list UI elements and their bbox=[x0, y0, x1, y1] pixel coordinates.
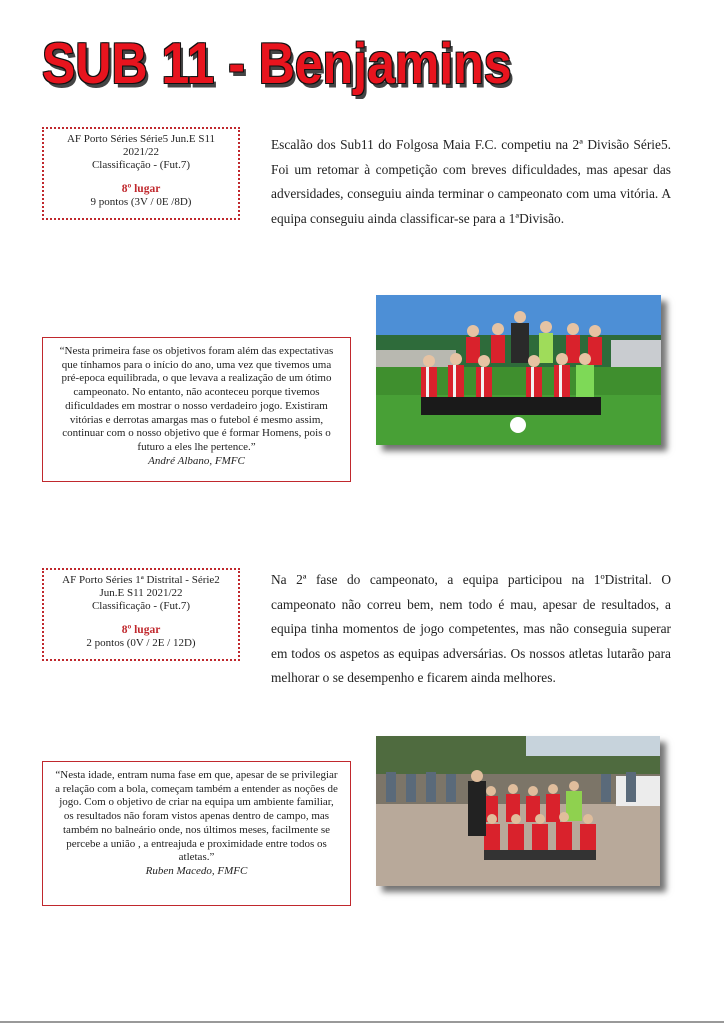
points-record: 2 pontos (0V / 2E / 12D) bbox=[86, 637, 196, 649]
quote-author: André Albano, FMFC bbox=[148, 454, 245, 467]
page-title: SUB 11 - Benjamins bbox=[42, 31, 512, 96]
quote-author: Ruben Macedo, FMFC bbox=[145, 864, 248, 877]
league-place: 8º lugar bbox=[121, 183, 161, 195]
points-record: 9 pontos (3V / 0E /8D) bbox=[90, 196, 192, 208]
league-place: 8º lugar bbox=[121, 624, 161, 636]
team-photo-1 bbox=[376, 295, 661, 445]
classification-label: Classificação - (Fut.7) bbox=[91, 600, 191, 612]
classification-box-1 bbox=[42, 127, 240, 220]
coach-quote-2 bbox=[42, 761, 351, 906]
competition-name: AF Porto Séries Série5 Jun.E S11 2021/22 bbox=[66, 133, 216, 158]
classification-label: Classificação - (Fut.7) bbox=[91, 159, 191, 171]
coach-quote-1 bbox=[42, 337, 351, 482]
quote-text: “Nesta primeira fase os objetivos foram além das expectativas que tínhamos para o início do ano, uma vez que tivemos uma pré-epoca equilibrada, o que levava a realização de um ótimo campeonato. No entanto, não aconteceu porque tivemos dificuldades em mostrar o nosso verdadeiro jogo. Existiram vitórias e derrotas amargas mas o futebol é mesmo assim, continuar com o nosso objetivo que é formar Homens, pois o futuro a eles lhe pertence.” bbox=[59, 345, 334, 453]
classification-box-2 bbox=[42, 568, 240, 661]
competition-name: AF Porto Séries 1ª Distrital - Série2 Jun.E S11 2021/22 bbox=[62, 574, 220, 599]
quote-text: “Nesta idade, entram numa fase em que, apesar de se privilegiar a relação com a bola, começam também a entender as noções de jogo. Com o objetivo de criar na equipa um ambiente familiar, os resultados não foram vistos apenas dentro de campo, mas também no balneário onde, nos últimos meses, facilmente se percebe a união , a entreajuda e proximidade entre todos os atletas.” bbox=[55, 769, 338, 864]
footer-divider bbox=[0, 1021, 724, 1023]
team-photo-2 bbox=[376, 736, 660, 886]
section-paragraph-1: Escalão dos Sub11 do Folgosa Maia F.C. competiu na 2ª Divisão Série5. Foi um retomar à competição com breves dificuldades, mas apesar das adversidades, conseguiu ainda terminar o campeonato com uma vitória. A equipa conseguiu ainda classificar-se para a 1ªDivisão. bbox=[271, 137, 671, 226]
section-paragraph-2: Na 2ª fase do campeonato, a equipa participou na 1ºDistrital. O campeonato não correu bem, nem todo é mau, apesar de resultados, a equipa tinha momentos de jogo competentes, mas não conseguia superar em todos os aspetos as equipas adversárias. Os nossos atletas lutarão para melhorar o se desempenho e ficarem ainda melhores. bbox=[271, 572, 671, 685]
